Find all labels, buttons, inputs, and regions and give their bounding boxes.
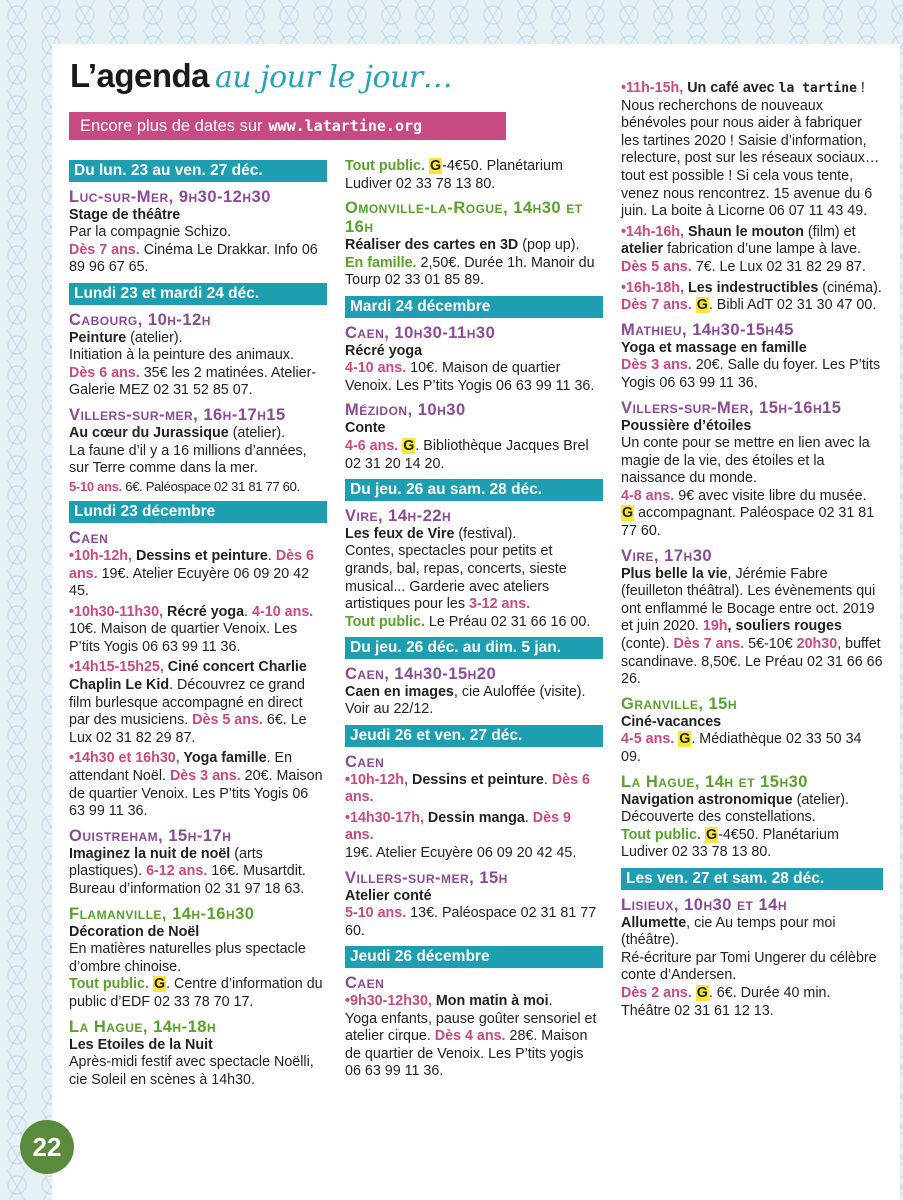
date-header: Du jeu. 26 au sam. 28 déc.	[345, 479, 603, 501]
event-text: 19€. Atelier Ecuyère 06 09 20 42 45.	[345, 845, 577, 862]
event-title: Récré yoga	[345, 342, 423, 359]
date-header: Du lun. 23 au ven. 27 déc.	[69, 160, 327, 182]
event-item: •14h-16h, Shaun le mouton (film) et atelier fabrication d’une lampe à lave. Dès 5 ans. 7€. Le Lux 02 31 82 29 87.	[621, 223, 866, 275]
event-text: Contes, spectacles pour petits et grands, bal, repas, concerts, sieste musical... Garderie avec ateliers artistiques pour les 3-12 ans.	[345, 543, 567, 613]
event-text: Imaginez la nuit de noël (arts plastiques). 6-12 ans. 16€. Musartdit. Bureau d’information 02 31 97 18 63.	[69, 845, 306, 897]
free-badge: G	[679, 731, 691, 748]
date-header: Lundi 23 et mardi 24 déc.	[69, 283, 327, 305]
event-text: Ré-écriture par Tomi Ungerer du célèbre conte d’Andersen.	[621, 949, 877, 984]
event-item: •16h-18h, Les indestructibles (cinéma). Dès 7 ans. G. Bibli AdT 02 31 30 47 00.	[621, 279, 882, 314]
event-place: Villers-sur-mer, 16h-17h15	[69, 405, 286, 424]
event-title: Atelier conté	[345, 887, 432, 904]
free-badge: G	[403, 437, 415, 454]
event-title: Yoga et massage en famille	[621, 339, 807, 356]
page-title: L’agenda au jour le jour…	[70, 57, 453, 95]
event-place: Vire, 14h-22h	[345, 506, 452, 525]
event-title: Les Etoiles de la Nuit	[69, 1036, 213, 1053]
event-item: •10h-12h, Dessins et peinture. Dès 6 ans.	[345, 771, 590, 806]
event-text: Dès 6 ans. 35€ les 2 matinées. Atelier-Galerie MEZ 02 31 52 85 07.	[69, 364, 317, 399]
event-text: Dès 3 ans. 20€. Salle du foyer. Les P’tits Yogis 06 63 99 11 36.	[621, 357, 881, 391]
date-header: Jeudi 26 et ven. 27 déc.	[345, 725, 603, 747]
event-text: Après-midi festif avec spectacle Noëlli, cie Soleil en scènes à 14h30.	[69, 1054, 314, 1088]
event-text: Yoga enfants, pause goûter sensoriel et atelier cirque. Dès 4 ans. 28€. Maison de quartier de Venoix. Les P’tits yogis 06 63 99 11 36.	[345, 1010, 597, 1080]
event-place: Mézidon, 10h30	[345, 401, 466, 420]
event-title: Stage de théâtre	[69, 206, 181, 223]
event-text: En famille. 2,50€. Durée 1h. Manoir du Tourp 02 33 01 85 89.	[345, 254, 595, 289]
event-title: Ciné-vacances	[621, 713, 722, 730]
page-number-badge: 22	[20, 1120, 74, 1174]
free-badge: G	[705, 826, 718, 843]
event-title: Conte	[345, 420, 386, 437]
event-text: 4-8 ans. 9€ avec visite libre du musée. G accompagnant. Paléospace 02 31 81 77 60.	[621, 487, 875, 540]
event-item: •10h30-11h30, Récré yoga. 4-10 ans. 10€. Maison de quartier Venoix. Les P’tits Yogis 06 63 99 11 36.	[69, 603, 314, 655]
website-banner: Encore plus de dates sur www.latartine.org	[69, 112, 506, 140]
date-header: Du jeu. 26 déc. au dim. 5 jan.	[345, 637, 603, 659]
event-item: •9h30-12h30, Mon matin à moi.	[345, 993, 553, 1009]
event-text: Initiation à la peinture des animaux.	[69, 347, 294, 364]
event-place: La Hague, 14h et 15h30	[621, 772, 808, 791]
event-place: Granville, 15h	[621, 694, 738, 713]
free-badge: G	[696, 297, 708, 314]
date-header: Mardi 24 décembre	[345, 296, 603, 318]
event-title: Réaliser des cartes en 3D (pop up).	[345, 237, 580, 254]
event-text: 5-10 ans. 6€. Paléospace 02 31 81 77 60.	[69, 478, 300, 494]
event-place: Ouistreham, 15h-17h	[69, 826, 232, 845]
event-title: Allumette, cie Au temps pour moi (théâtre).	[621, 914, 836, 949]
event-text: Découverte des constellations.	[621, 809, 816, 826]
event-text: 4-5 ans. G. Médiathèque 02 33 50 34 09.	[621, 731, 862, 765]
event-item: •14h30 et 16h30, Yoga famille. En attendant Noël. Dès 3 ans. 20€. Maison de quartier Venoix. Les P’tits Yogis 06 63 99 11 36.	[69, 750, 323, 820]
event-place: Vire, 17h30	[621, 546, 713, 565]
event-title: Les feux de Vire (festival).	[345, 525, 517, 542]
event-text: Un conte pour se mettre en lien avec la magie de la vie, des étoiles et la naissance du monde.	[621, 435, 870, 487]
event-place: Villers-sur-mer, 15h	[345, 868, 508, 887]
event-text: Plus belle la vie, Jérémie Fabre (feuilleton théâtral). Les évènements qui ont enflammé le Bocage entre oct. 2019 et juin 2020. 19h, souliers rouges (conte). Dès 7 ans. 5€-10€ 20h30, buffet scandinave. 8,50€. Le Préau 02 31 66 66 26.	[621, 565, 883, 688]
event-place: Flamanville, 14h-16h30	[69, 904, 255, 923]
free-badge: G	[153, 976, 166, 993]
la-tartine-logo: la tartine	[778, 81, 857, 96]
event-text: 4-10 ans. 10€. Maison de quartier Venoix. Les P’tits Yogis 06 63 99 11 36.	[345, 360, 595, 394]
date-header: Jeudi 26 décembre	[345, 946, 603, 968]
event-title: Navigation astronomique (atelier).	[621, 791, 849, 808]
agenda-column-2	[345, 158, 603, 1081]
event-place: Mathieu, 14h30-15h45	[621, 320, 794, 339]
event-item: •14h15-15h25, Ciné concert Charlie Chaplin Le Kid. Découvrez ce grand film burlesque accompagné en direct par des musiciens. Dès 5 ans. 6€. Le Lux 02 31 82 29 87.	[69, 659, 307, 746]
event-item: •10h-12h, Dessins et peinture. Dès 6 ans. 19€. Atelier Ecuyère 06 09 20 42 45.	[69, 547, 314, 600]
event-place: Caen	[69, 528, 109, 547]
event-title: Poussière d’étoiles	[621, 417, 752, 434]
event-text: 5-10 ans. 13€. Paléospace 02 31 81 77 60.	[345, 905, 597, 939]
event-place: Caen	[345, 974, 385, 992]
free-badge: G	[429, 158, 442, 174]
free-badge: G	[622, 505, 634, 522]
event-place: Caen, 14h30-15h20	[345, 664, 497, 683]
event-text: Dès 2 ans. G. 6€. Durée 40 min. Théâtre 02 31 61 12 13.	[621, 984, 831, 1019]
event-item: •14h30-17h, Dessin manga. Dès 9 ans.	[345, 809, 571, 844]
free-badge: G	[696, 984, 708, 1001]
date-header: Les ven. 27 et sam. 28 déc.	[621, 868, 883, 890]
event-place: Caen	[345, 752, 385, 771]
event-title: Peinture (atelier).	[69, 329, 183, 346]
event-text: Dès 7 ans. Cinéma Le Drakkar. Info 06 89 96 67 65.	[69, 241, 318, 276]
event-text: Caen en images, cie Auloffée (visite). Voir au 22/12.	[345, 683, 586, 718]
event-place: Villers-sur-Mer, 15h-16h15	[621, 398, 842, 417]
event-place: Caen, 10h30-11h30	[345, 323, 496, 342]
event-text: 4-6 ans. G. Bibliothèque Jacques Brel 02 31 20 14 20.	[345, 437, 589, 472]
event-text: En matières naturelles plus spectacle d’ombre chinoise.	[69, 941, 306, 975]
event-text: La faune d’il y a 16 millions d’années, sur Terre comme dans la mer.	[69, 442, 307, 477]
agenda-column-3	[621, 80, 883, 1020]
event-title: Décoration de Noël	[69, 923, 200, 940]
event-item: •11h-15h, Un café avec la tartine ! Nous recherchons de nouveaux bénévoles pour nous aider à fabriquer les tartines 2020 ! Saisie d’information, relecture, post sur les réseaux sociaux… tout est possible ! Si cela vous tente, venez nous rencontrez. 15 avenue du 6 juin. La boite à Licorne 06 07 11 43 49.	[621, 80, 880, 220]
event-text: Par la compagnie Schizo.	[69, 224, 232, 241]
event-text: Tout public. G-4€50. Planétarium Ludiver 02 33 78 13 80.	[345, 158, 563, 192]
date-header: Lundi 23 décembre	[69, 501, 327, 523]
event-place: Omonville-la-Rogue, 14h30 et 16h	[345, 199, 583, 237]
event-text: Tout public. G. Centre d’information du public d’EDF 02 33 78 70 17.	[69, 976, 323, 1010]
event-place: La Hague, 14h-18h	[69, 1017, 217, 1036]
event-title: Au cœur du Jurassique (atelier).	[69, 424, 286, 441]
agenda-column-1	[69, 158, 327, 1089]
website-link[interactable]: www.latartine.org	[268, 117, 423, 135]
event-place: Lisieux, 10h30 et 14h	[621, 895, 787, 914]
event-place: Cabourg, 10h-12h	[69, 310, 211, 329]
event-text: Tout public. G-4€50. Planétarium Ludiver 02 33 78 13 80.	[621, 826, 839, 861]
event-text: Tout public. Le Préau 02 31 66 16 00.	[345, 613, 591, 630]
event-place: Luc-sur-Mer, 9h30-12h30	[69, 187, 271, 206]
